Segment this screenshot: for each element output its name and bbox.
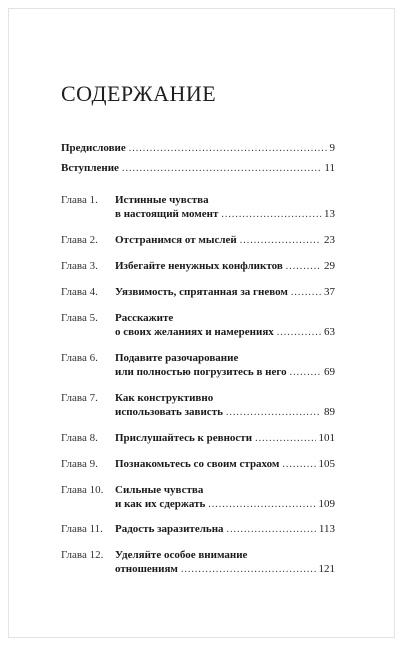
chapter-number: Глава 10. [61,484,104,496]
toc-entry-title: и как их сдержать [115,498,206,510]
toc-row [115,285,335,300]
toc-entry-chapter-1 [61,193,335,221]
toc-entry-chapter-10 [61,483,335,511]
toc-row [115,233,335,248]
toc-entry-chapter-8 [61,431,335,445]
chapter-number: Глава 3. [61,260,98,272]
toc-row [115,207,335,222]
toc-entry-foreword [61,141,335,155]
chapter-number: Глава 5. [61,312,98,324]
toc-entry-title-line: Расскажите [115,312,174,324]
toc-entry-chapter-5 [61,311,335,339]
toc-page-number: 13 [324,208,335,220]
toc-row [61,161,335,176]
toc-entry-title: Предисловие [61,142,126,154]
toc-row [115,259,335,274]
chapter-number: Глава 2. [61,234,98,246]
dot-leader [227,523,316,537]
toc-page-number: 109 [318,498,335,510]
toc-row [115,325,335,340]
toc-entry-chapter-6 [61,351,335,379]
toc-entry-chapter-12 [61,548,335,576]
toc-row [115,431,335,446]
dot-leader [286,260,321,274]
toc-row [115,365,335,380]
dot-leader [290,366,321,380]
dot-leader [240,234,321,248]
toc-entry-title: Уязвимость, спрятанная за гневом [115,286,288,298]
toc-entry-chapter-2 [61,233,335,247]
toc-entry-title: Отстранимся от мыслей [115,234,237,246]
toc-page-number: 23 [324,234,335,246]
dot-leader [291,286,321,300]
toc-entry-chapter-7 [61,391,335,419]
toc-row [115,405,335,420]
toc-entry-title-line: Сильные чувства [115,484,204,496]
chapter-number: Глава 4. [61,286,98,298]
chapter-number: Глава 1. [61,194,98,206]
dot-leader [129,142,327,156]
toc-page-number: 121 [318,563,335,575]
dot-leader [226,406,321,420]
dot-leader [221,208,321,222]
toc-page-number: 37 [324,286,335,298]
toc-entry-title: Прислушайтесь к ревности [115,432,253,444]
toc-entry-title-line: Как конструктивно [115,392,214,404]
chapter-number: Глава 9. [61,458,98,470]
toc-page-number: 11 [324,162,335,174]
toc-row [115,457,335,472]
chapter-number: Глава 7. [61,392,98,404]
dot-leader [282,458,315,472]
toc-entry-chapter-3 [61,259,335,273]
dot-leader [208,498,315,512]
toc-entry-title: или полностью погрузитесь в него [115,366,287,378]
toc-entry-title: Познакомьтесь со своим страхом [115,458,280,470]
toc-entry-title: использовать зависть [115,406,223,418]
toc-entry-title: о своих желаниях и намерениях [115,326,274,338]
toc-entry-title: в настоящий момент [115,208,219,220]
toc-row [115,522,335,537]
toc-page-number: 63 [324,326,335,338]
toc-page-number: 113 [318,523,335,535]
toc-page-number: 105 [318,458,335,470]
toc-row [61,141,335,156]
toc-entry-title-line: Уделяйте особое внимание [115,549,248,561]
toc-row [115,562,335,577]
toc-row [115,497,335,512]
toc-page-number: 9 [329,142,335,154]
toc-entry-title: Радость заразительна [115,523,224,535]
toc-entry-title: Вступление [61,162,119,174]
toc-entry-title-line: Истинные чувства [115,194,209,206]
chapter-number: Глава 6. [61,352,98,364]
toc-entry-chapter-9 [61,457,335,471]
toc-entry-title-line: Подавите разочарование [115,352,239,364]
toc-entry-chapter-4 [61,285,335,299]
toc-entry-title: Избегайте ненужных конфликтов [115,260,283,272]
toc-entry-introduction [61,161,335,175]
dot-leader [181,563,316,577]
book-page [8,8,395,638]
toc-page-number: 89 [324,406,335,418]
page-title: СОДЕРЖАНИЕ [61,81,217,106]
toc-page-number: 29 [324,260,335,272]
dot-leader [255,432,315,446]
dot-leader [277,326,321,340]
chapter-number: Глава 12. [61,549,104,561]
toc-page-number: 101 [318,432,335,444]
chapter-number: Глава 8. [61,432,98,444]
toc-entry-title: отношениям [115,563,178,575]
toc-entry-chapter-11 [61,522,335,536]
chapter-number: Глава 11. [61,523,103,535]
dot-leader [122,162,321,176]
toc-page-number: 69 [324,366,335,378]
